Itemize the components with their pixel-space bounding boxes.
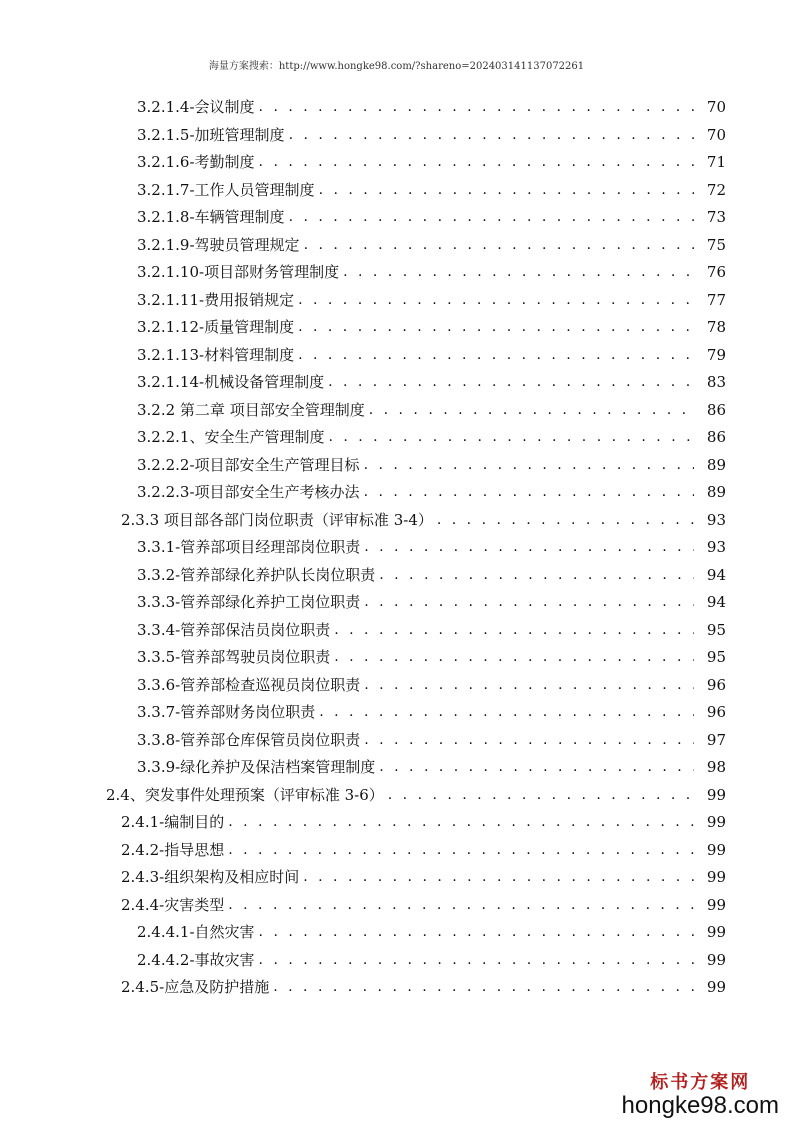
toc-entry-page-number: 93 bbox=[706, 538, 726, 556]
toc-entry-page-number: 72 bbox=[706, 180, 726, 199]
toc-entry[interactable] bbox=[137, 619, 726, 641]
toc-entry[interactable] bbox=[137, 234, 726, 256]
toc-entry-title: 3.2.2.1、安全生产管理制度 bbox=[137, 428, 325, 446]
toc-entry-page-number: 94 bbox=[706, 593, 726, 611]
toc-dot-leader bbox=[228, 894, 694, 916]
toc-entry[interactable] bbox=[137, 701, 726, 723]
toc-dot-leader bbox=[298, 344, 694, 366]
toc-entry-title: 3.3.6-管养部检查巡视员岗位职责 bbox=[137, 675, 361, 694]
toc-entry-page-number: 99 bbox=[706, 868, 726, 886]
toc-entry-title: 3.2.1.14-机械设备管理制度 bbox=[137, 373, 325, 391]
page-header-url: 海量方案搜索：http://www.hongke98.com/?shareno=20240314113707226​1 bbox=[208, 61, 585, 72]
toc-dot-leader bbox=[319, 179, 694, 201]
toc-dot-leader bbox=[319, 701, 694, 723]
toc-entry-title: 3.2.2 第二章 项目部安全管理制度 bbox=[137, 400, 365, 419]
toc-entry[interactable] bbox=[137, 261, 726, 283]
toc-dot-leader bbox=[369, 399, 694, 421]
toc-entry-page-number: 77 bbox=[706, 290, 726, 309]
toc-entry-page-number: 86 bbox=[706, 400, 726, 419]
toc-entry[interactable] bbox=[137, 674, 726, 696]
toc-entry-title: 3.2.1.5-加班管理制度 bbox=[137, 125, 285, 144]
toc-entry-page-number: 86 bbox=[706, 428, 726, 446]
toc-dot-leader bbox=[259, 949, 694, 971]
toc-dot-leader bbox=[289, 124, 694, 146]
toc-entry-page-number: 97 bbox=[706, 730, 726, 749]
toc-entry[interactable] bbox=[137, 949, 726, 971]
toc-entry-title: 2.4.3-组织架构及相应时间 bbox=[121, 868, 300, 886]
toc-dot-leader bbox=[259, 151, 694, 173]
toc-entry-title: 2.4.2-指导思想 bbox=[121, 840, 225, 859]
toc-entry[interactable] bbox=[137, 399, 726, 421]
toc-entry-title: 2.4.4-灾害类型 bbox=[121, 895, 225, 914]
toc-entry-title: 3.2.1.7-工作人员管理制度 bbox=[137, 180, 315, 199]
toc-entry-page-number: 89 bbox=[706, 483, 726, 501]
toc-entry[interactable] bbox=[137, 426, 726, 448]
toc-dot-leader bbox=[334, 646, 694, 668]
toc-entry-title: 2.3.3 项目部各部门岗位职责（评审标准 3-4） bbox=[121, 510, 433, 529]
toc-dot-leader bbox=[328, 371, 694, 393]
toc-dot-leader bbox=[298, 316, 694, 338]
toc-entry-title: 2.4.4.2-事故灾害 bbox=[137, 950, 255, 969]
toc-entry[interactable] bbox=[137, 536, 726, 558]
toc-entry-title: 2.4、突发事件处理预案（评审标准 3-6） bbox=[106, 785, 384, 804]
toc-entry-title: 3.3.4-管养部保洁员岗位职责 bbox=[137, 620, 331, 639]
toc-entry-title: 3.3.1-管养部项目经理部岗位职责 bbox=[137, 538, 361, 556]
toc-dot-leader bbox=[437, 509, 694, 531]
toc-entry-page-number: 95 bbox=[706, 648, 726, 666]
toc-entry-page-number: 79 bbox=[706, 345, 726, 364]
toc-dot-leader bbox=[259, 96, 694, 118]
toc-entry[interactable] bbox=[137, 124, 726, 146]
toc-entry-page-number: 99 bbox=[706, 978, 726, 996]
toc-dot-leader bbox=[388, 784, 694, 806]
toc-entry-page-number: 99 bbox=[706, 813, 726, 831]
watermark-domain-text: hongke98.com bbox=[621, 1092, 779, 1119]
toc-dot-leader bbox=[364, 481, 694, 503]
toc-entry[interactable] bbox=[137, 481, 726, 503]
toc-entry-title: 3.3.8-管养部仓库保管员岗位职责 bbox=[137, 730, 361, 749]
toc-dot-leader bbox=[379, 564, 694, 586]
toc-entry-page-number: 99 bbox=[706, 950, 726, 969]
toc-entry[interactable] bbox=[137, 289, 726, 311]
toc-dot-leader bbox=[364, 729, 694, 751]
toc-entry-title: 3.3.5-管养部驾驶员岗位职责 bbox=[137, 648, 331, 666]
toc-entry-title: 3.2.1.4-会议制度 bbox=[137, 98, 255, 116]
toc-entry[interactable] bbox=[121, 509, 726, 531]
toc-entry-page-number: 99 bbox=[706, 840, 726, 859]
toc-dot-leader bbox=[303, 866, 694, 888]
toc-entry-page-number: 71 bbox=[706, 153, 726, 171]
toc-entry-page-number: 99 bbox=[706, 785, 726, 804]
toc-entry-title: 3.2.1.8-车辆管理制度 bbox=[137, 208, 285, 226]
toc-entry-title: 3.3.9-绿化养护及保洁档案管理制度 bbox=[137, 758, 376, 776]
toc-dot-leader bbox=[289, 206, 694, 228]
toc-entry-title: 3.3.3-管养部绿化养护工岗位职责 bbox=[137, 593, 361, 611]
toc-entry[interactable] bbox=[121, 866, 726, 888]
toc-dot-leader bbox=[364, 591, 694, 613]
toc-entry-title: 3.2.1.11-费用报销规定 bbox=[137, 290, 295, 309]
toc-entry-title: 3.2.1.10-项目部财务管理制度 bbox=[137, 263, 340, 281]
toc-entry-page-number: 78 bbox=[706, 318, 726, 336]
toc-entry-title: 3.3.7-管养部财务岗位职责 bbox=[137, 703, 316, 721]
toc-entry[interactable] bbox=[121, 894, 726, 916]
toc-entry-page-number: 99 bbox=[706, 895, 726, 914]
toc-entry[interactable] bbox=[137, 206, 726, 228]
toc-dot-leader bbox=[328, 426, 694, 448]
toc-entry[interactable] bbox=[137, 756, 726, 778]
toc-entry[interactable] bbox=[137, 96, 726, 118]
toc-entry-title: 3.2.1.13-材料管理制度 bbox=[137, 345, 295, 364]
toc-entry-title: 2.4.4.1-自然灾害 bbox=[137, 923, 255, 941]
toc-entry[interactable] bbox=[137, 454, 726, 476]
toc-entry-page-number: 96 bbox=[706, 703, 726, 721]
toc-entry[interactable] bbox=[137, 151, 726, 173]
toc-dot-leader bbox=[364, 674, 694, 696]
toc-entry-page-number: 89 bbox=[706, 455, 726, 474]
toc-dot-leader bbox=[259, 921, 694, 943]
toc-entry-page-number: 70 bbox=[706, 125, 726, 144]
toc-entry[interactable] bbox=[137, 371, 726, 393]
toc-entry[interactable] bbox=[137, 179, 726, 201]
toc-entry[interactable] bbox=[137, 591, 726, 613]
toc-entry[interactable] bbox=[137, 316, 726, 338]
toc-entry-title: 3.2.2.3-项目部安全生产考核办法 bbox=[137, 483, 360, 501]
toc-entry-page-number: 94 bbox=[706, 565, 726, 584]
toc-entry[interactable] bbox=[137, 564, 726, 586]
toc-dot-leader bbox=[228, 811, 694, 833]
toc-entry-title: 3.3.2-管养部绿化养护队长岗位职责 bbox=[137, 565, 376, 584]
toc-entry-page-number: 83 bbox=[706, 373, 726, 391]
toc-dot-leader bbox=[298, 289, 694, 311]
toc-dot-leader bbox=[364, 454, 694, 476]
toc-entry[interactable] bbox=[106, 784, 726, 806]
watermark-chinese-text: 标书方案网 bbox=[650, 1072, 751, 1093]
toc-dot-leader bbox=[273, 976, 694, 998]
toc-entry-title: 3.2.1.12-质量管理制度 bbox=[137, 318, 295, 336]
toc-entry[interactable] bbox=[137, 921, 726, 943]
toc-dot-leader bbox=[334, 619, 694, 641]
toc-entry-page-number: 95 bbox=[706, 620, 726, 639]
toc-entry-title: 3.2.1.6-考勤制度 bbox=[137, 153, 255, 171]
toc-entry-title: 3.2.2.2-项目部安全生产管理目标 bbox=[137, 455, 360, 474]
toc-entry-page-number: 75 bbox=[706, 235, 726, 254]
toc-entry-page-number: 73 bbox=[706, 208, 726, 226]
toc-dot-leader bbox=[228, 839, 694, 861]
toc-entry-page-number: 93 bbox=[706, 510, 726, 529]
toc-entry[interactable] bbox=[137, 344, 726, 366]
toc-entry-page-number: 96 bbox=[706, 675, 726, 694]
toc-entry-title: 2.4.5-应急及防护措施 bbox=[121, 978, 270, 996]
toc-entry-title: 2.4.1-编制目的 bbox=[121, 813, 225, 831]
toc-dot-leader bbox=[343, 261, 694, 283]
toc-entry-page-number: 99 bbox=[706, 923, 726, 941]
toc-dot-leader bbox=[364, 536, 694, 558]
toc-entry[interactable] bbox=[121, 811, 726, 833]
toc-entry-page-number: 70 bbox=[706, 98, 726, 116]
toc-entry-page-number: 76 bbox=[706, 263, 726, 281]
toc-entry[interactable] bbox=[121, 976, 726, 998]
toc-dot-leader bbox=[379, 756, 694, 778]
toc-entry[interactable] bbox=[121, 839, 726, 861]
toc-dot-leader bbox=[304, 234, 694, 256]
toc-entry[interactable] bbox=[137, 729, 726, 751]
toc-entry-title: 3.2.1.9-驾驶员管理规定 bbox=[137, 235, 300, 254]
toc-entry[interactable] bbox=[137, 646, 726, 668]
toc-entry-page-number: 98 bbox=[706, 758, 726, 776]
site-watermark-logo bbox=[622, 1068, 779, 1120]
